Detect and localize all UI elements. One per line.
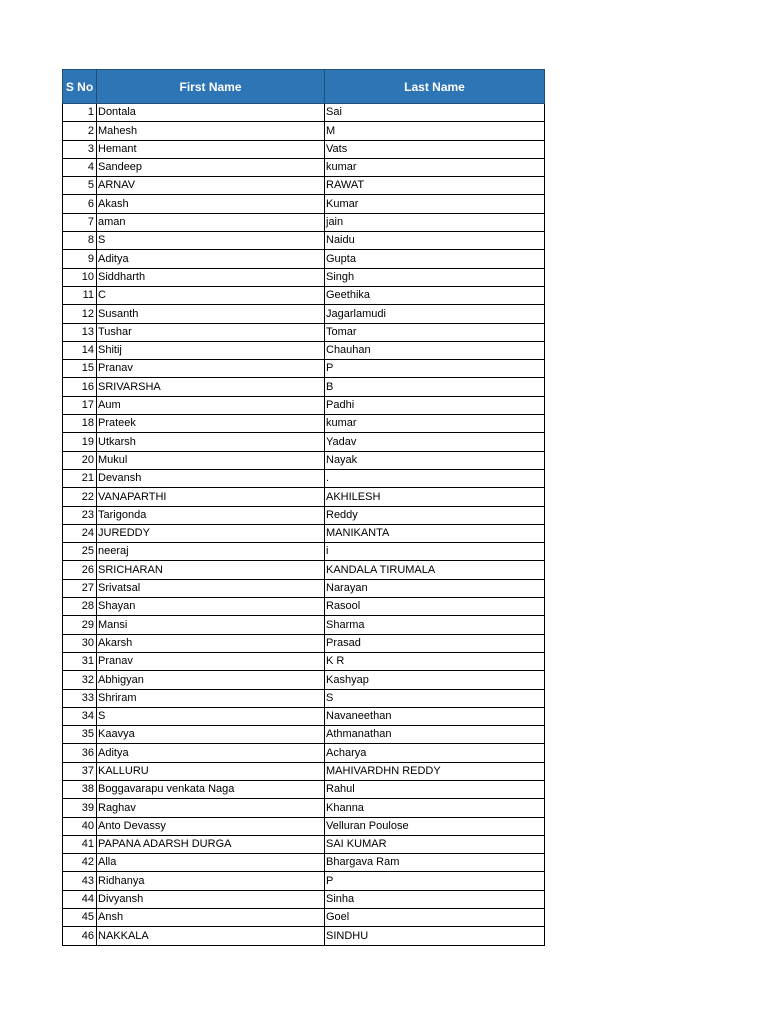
table-row [63, 158, 545, 176]
name-list-sheet [62, 69, 544, 946]
header-row [63, 70, 545, 104]
cell-sno[interactable]: 10 [63, 268, 97, 286]
cell-sno[interactable]: 31 [63, 652, 97, 670]
table-row [63, 872, 545, 890]
cell-sno[interactable]: 26 [63, 561, 97, 579]
cell-last-name[interactable]: Nayak [325, 451, 545, 469]
table-row [63, 506, 545, 524]
cell-last-name[interactable]: MANIKANTA [325, 524, 545, 542]
cell-last-name[interactable]: S [325, 689, 545, 707]
cell-last-name[interactable]: . [325, 469, 545, 487]
cell-sno[interactable]: 41 [63, 835, 97, 853]
cell-sno[interactable]: 21 [63, 469, 97, 487]
cell-first-name[interactable]: Aditya [97, 744, 325, 762]
table-row [63, 854, 545, 872]
cell-first-name[interactable]: Mansi [97, 616, 325, 634]
cell-last-name[interactable]: P [325, 360, 545, 378]
table-row [63, 799, 545, 817]
cell-first-name[interactable]: C [97, 286, 325, 304]
cell-last-name[interactable]: Sinha [325, 890, 545, 908]
table-row [63, 543, 545, 561]
cell-last-name[interactable]: Padhi [325, 396, 545, 414]
table-body [63, 104, 545, 946]
cell-first-name[interactable]: Mahesh [97, 122, 325, 140]
cell-first-name[interactable]: Pranav [97, 652, 325, 670]
cell-first-name[interactable]: Dontala [97, 104, 325, 122]
cell-first-name[interactable]: PAPANA ADARSH DURGA [97, 835, 325, 853]
cell-last-name[interactable]: Acharya [325, 744, 545, 762]
cell-sno[interactable]: 3 [63, 140, 97, 158]
cell-first-name[interactable]: Abhigyan [97, 671, 325, 689]
table-row [63, 433, 545, 451]
cell-first-name[interactable]: aman [97, 213, 325, 231]
cell-sno[interactable]: 17 [63, 396, 97, 414]
cell-last-name[interactable]: Tomar [325, 323, 545, 341]
cell-first-name[interactable]: Shitij [97, 341, 325, 359]
cell-last-name[interactable]: Kumar [325, 195, 545, 213]
cell-first-name[interactable]: Devansh [97, 469, 325, 487]
cell-last-name[interactable]: Yadav [325, 433, 545, 451]
table-row [63, 195, 545, 213]
cell-last-name[interactable]: SINDHU [325, 927, 545, 945]
cell-sno[interactable]: 40 [63, 817, 97, 835]
cell-last-name[interactable]: Rasool [325, 598, 545, 616]
cell-last-name[interactable]: Jagarlamudi [325, 305, 545, 323]
cell-first-name[interactable]: Kaavya [97, 726, 325, 744]
table-row [63, 524, 545, 542]
cell-first-name[interactable]: Sandeep [97, 158, 325, 176]
cell-first-name[interactable]: Shayan [97, 598, 325, 616]
table-row [63, 360, 545, 378]
table-row [63, 250, 545, 268]
table-row [63, 927, 545, 945]
table-row [63, 762, 545, 780]
table-row [63, 305, 545, 323]
cell-sno[interactable]: 4 [63, 158, 97, 176]
cell-first-name[interactable]: Utkarsh [97, 433, 325, 451]
cell-sno[interactable]: 38 [63, 780, 97, 798]
cell-last-name[interactable]: Geethika [325, 286, 545, 304]
table-row [63, 726, 545, 744]
cell-first-name[interactable]: Tushar [97, 323, 325, 341]
cell-first-name[interactable]: Aditya [97, 250, 325, 268]
cell-sno[interactable]: 30 [63, 634, 97, 652]
cell-first-name[interactable]: S [97, 707, 325, 725]
cell-last-name[interactable]: Kashyap [325, 671, 545, 689]
cell-sno[interactable]: 16 [63, 378, 97, 396]
cell-last-name[interactable]: Sai [325, 104, 545, 122]
cell-first-name[interactable]: NAKKALA [97, 927, 325, 945]
cell-first-name[interactable]: Tarigonda [97, 506, 325, 524]
cell-first-name[interactable]: Ansh [97, 909, 325, 927]
table-row [63, 561, 545, 579]
cell-last-name[interactable]: kumar [325, 158, 545, 176]
table-row [63, 451, 545, 469]
cell-last-name[interactable]: B [325, 378, 545, 396]
cell-first-name[interactable]: S [97, 232, 325, 250]
cell-sno[interactable]: 15 [63, 360, 97, 378]
cell-last-name[interactable]: Navaneethan [325, 707, 545, 725]
cell-sno[interactable]: 25 [63, 543, 97, 561]
cell-sno[interactable]: 32 [63, 671, 97, 689]
table-row [63, 213, 545, 231]
cell-sno[interactable]: 36 [63, 744, 97, 762]
cell-sno[interactable]: 27 [63, 579, 97, 597]
table-row [63, 469, 545, 487]
cell-last-name[interactable]: Athmanathan [325, 726, 545, 744]
table-row [63, 177, 545, 195]
column-header-sno[interactable]: S No [63, 70, 97, 104]
cell-first-name[interactable]: Akash [97, 195, 325, 213]
cell-sno[interactable]: 18 [63, 415, 97, 433]
names-table [62, 69, 545, 946]
table-row [63, 122, 545, 140]
cell-last-name[interactable]: Gupta [325, 250, 545, 268]
cell-sno[interactable]: 42 [63, 854, 97, 872]
cell-first-name[interactable]: VANAPARTHI [97, 488, 325, 506]
table-row [63, 671, 545, 689]
cell-sno[interactable]: 34 [63, 707, 97, 725]
cell-last-name[interactable]: Naidu [325, 232, 545, 250]
column-header-last-name[interactable]: Last Name [325, 70, 545, 104]
table-row [63, 780, 545, 798]
cell-last-name[interactable]: Bhargava Ram [325, 854, 545, 872]
cell-last-name[interactable]: M [325, 122, 545, 140]
table-row [63, 378, 545, 396]
cell-first-name[interactable]: Aum [97, 396, 325, 414]
cell-sno[interactable]: 6 [63, 195, 97, 213]
cell-sno[interactable]: 24 [63, 524, 97, 542]
cell-last-name[interactable]: Prasad [325, 634, 545, 652]
cell-first-name[interactable]: Ridhanya [97, 872, 325, 890]
cell-last-name[interactable]: Narayan [325, 579, 545, 597]
cell-first-name[interactable]: JUREDDY [97, 524, 325, 542]
table-row [63, 817, 545, 835]
table-row [63, 488, 545, 506]
cell-sno[interactable]: 23 [63, 506, 97, 524]
cell-last-name[interactable]: Rahul [325, 780, 545, 798]
cell-last-name[interactable]: MAHIVARDHN REDDY [325, 762, 545, 780]
table-row [63, 232, 545, 250]
cell-last-name[interactable]: K R [325, 652, 545, 670]
cell-sno[interactable]: 9 [63, 250, 97, 268]
cell-sno[interactable]: 5 [63, 177, 97, 195]
cell-sno[interactable]: 22 [63, 488, 97, 506]
cell-sno[interactable]: 29 [63, 616, 97, 634]
cell-first-name[interactable]: Mukul [97, 451, 325, 469]
cell-last-name[interactable]: i [325, 543, 545, 561]
cell-first-name[interactable]: Hemant [97, 140, 325, 158]
table-row [63, 341, 545, 359]
cell-first-name[interactable]: Anto Devassy [97, 817, 325, 835]
cell-first-name[interactable]: Pranav [97, 360, 325, 378]
table-row [63, 689, 545, 707]
cell-last-name[interactable]: Velluran Poulose [325, 817, 545, 835]
cell-first-name[interactable]: SRIVARSHA [97, 378, 325, 396]
cell-sno[interactable]: 28 [63, 598, 97, 616]
table-row [63, 835, 545, 853]
cell-last-name[interactable]: P [325, 872, 545, 890]
cell-sno[interactable]: 19 [63, 433, 97, 451]
cell-sno[interactable]: 1 [63, 104, 97, 122]
cell-last-name[interactable]: Reddy [325, 506, 545, 524]
cell-sno[interactable]: 43 [63, 872, 97, 890]
cell-last-name[interactable]: Singh [325, 268, 545, 286]
cell-sno[interactable]: 45 [63, 909, 97, 927]
cell-first-name[interactable]: Akarsh [97, 634, 325, 652]
table-row [63, 268, 545, 286]
cell-sno[interactable]: 2 [63, 122, 97, 140]
cell-sno[interactable]: 46 [63, 927, 97, 945]
cell-first-name[interactable]: Srivatsal [97, 579, 325, 597]
cell-sno[interactable]: 20 [63, 451, 97, 469]
cell-last-name[interactable]: KANDALA TIRUMALA [325, 561, 545, 579]
cell-first-name[interactable]: Raghav [97, 799, 325, 817]
table-row [63, 652, 545, 670]
cell-first-name[interactable]: Siddharth [97, 268, 325, 286]
table-row [63, 579, 545, 597]
cell-first-name[interactable]: ARNAV [97, 177, 325, 195]
cell-last-name[interactable]: Khanna [325, 799, 545, 817]
cell-last-name[interactable]: Sharma [325, 616, 545, 634]
cell-sno[interactable]: 13 [63, 323, 97, 341]
cell-first-name[interactable]: Alla [97, 854, 325, 872]
cell-sno[interactable]: 35 [63, 726, 97, 744]
cell-last-name[interactable]: kumar [325, 415, 545, 433]
cell-sno[interactable]: 44 [63, 890, 97, 908]
cell-last-name[interactable]: AKHILESH [325, 488, 545, 506]
cell-sno[interactable]: 8 [63, 232, 97, 250]
cell-last-name[interactable]: Vats [325, 140, 545, 158]
cell-last-name[interactable]: Chauhan [325, 341, 545, 359]
column-header-first-name[interactable]: First Name [97, 70, 325, 104]
cell-sno[interactable]: 39 [63, 799, 97, 817]
cell-first-name[interactable]: KALLURU [97, 762, 325, 780]
table-row [63, 286, 545, 304]
cell-last-name[interactable]: RAWAT [325, 177, 545, 195]
table-row [63, 104, 545, 122]
cell-first-name[interactable]: Divyansh [97, 890, 325, 908]
table-row [63, 634, 545, 652]
cell-first-name[interactable]: Boggavarapu venkata Naga [97, 780, 325, 798]
table-row [63, 890, 545, 908]
cell-sno[interactable]: 11 [63, 286, 97, 304]
cell-sno[interactable]: 7 [63, 213, 97, 231]
cell-first-name[interactable]: neeraj [97, 543, 325, 561]
table-row [63, 707, 545, 725]
cell-first-name[interactable]: SRICHARAN [97, 561, 325, 579]
cell-sno[interactable]: 37 [63, 762, 97, 780]
cell-last-name[interactable]: SAI KUMAR [325, 835, 545, 853]
table-row [63, 616, 545, 634]
cell-sno[interactable]: 14 [63, 341, 97, 359]
table-row [63, 323, 545, 341]
cell-sno[interactable]: 33 [63, 689, 97, 707]
cell-first-name[interactable]: Prateek [97, 415, 325, 433]
table-row [63, 909, 545, 927]
cell-last-name[interactable]: jain [325, 213, 545, 231]
table-row [63, 598, 545, 616]
table-row [63, 140, 545, 158]
cell-last-name[interactable]: Goel [325, 909, 545, 927]
cell-first-name[interactable]: Shriram [97, 689, 325, 707]
table-row [63, 415, 545, 433]
cell-first-name[interactable]: Susanth [97, 305, 325, 323]
cell-sno[interactable]: 12 [63, 305, 97, 323]
table-row [63, 744, 545, 762]
table-row [63, 396, 545, 414]
